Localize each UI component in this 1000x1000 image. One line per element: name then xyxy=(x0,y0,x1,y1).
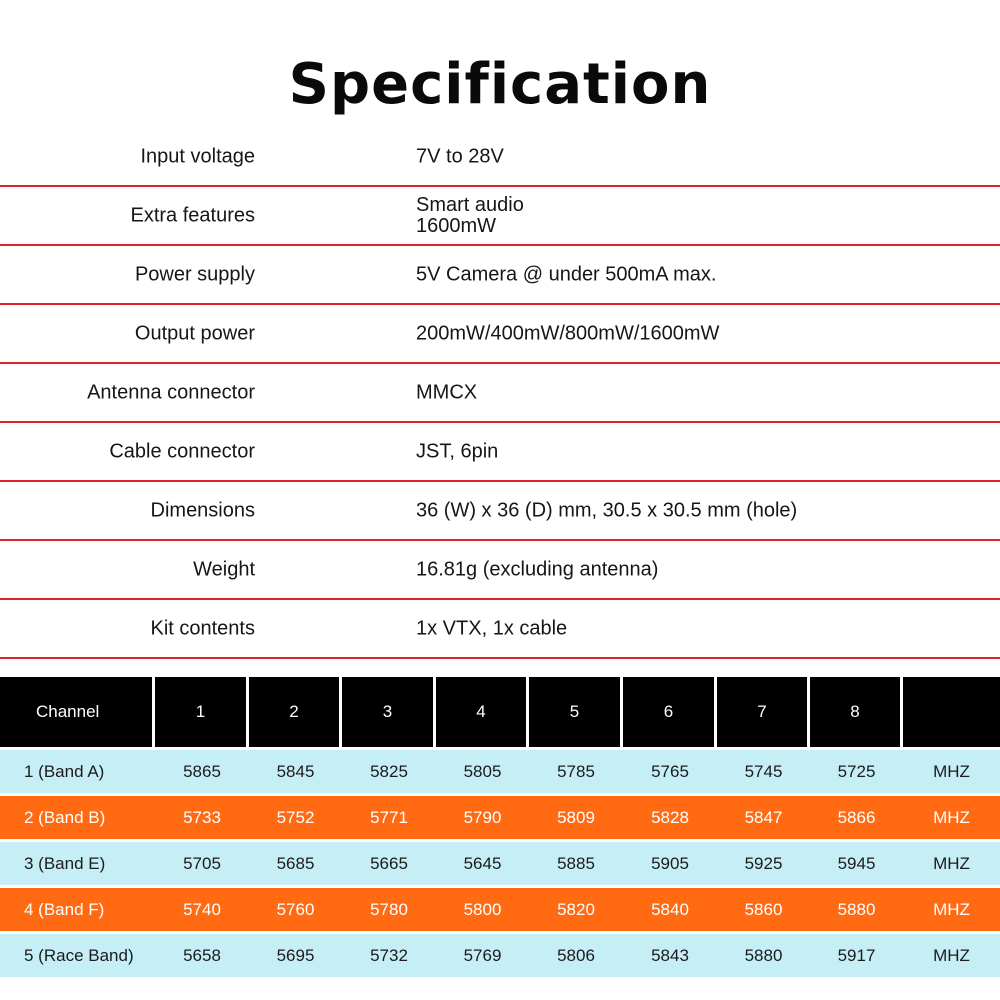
frequency-cell: 5780 xyxy=(342,885,436,931)
frequency-cell: 5740 xyxy=(155,885,249,931)
column-header: Channel xyxy=(0,677,155,747)
frequency-cell: 5925 xyxy=(717,839,810,885)
spec-label: Input voltage xyxy=(140,145,255,167)
band-label: 3 (Band E) xyxy=(0,839,155,885)
frequency-cell: 5760 xyxy=(249,885,342,931)
frequency-cell: 5828 xyxy=(623,793,717,839)
spec-row-extra-features xyxy=(0,187,1000,246)
spec-label: Kit contents xyxy=(150,617,255,639)
spec-value: 7V to 28V xyxy=(416,145,504,167)
page-title: Specification xyxy=(288,52,712,117)
frequency-cell: 5685 xyxy=(249,839,342,885)
frequency-cell: 5805 xyxy=(436,747,529,793)
frequency-cell: 5905 xyxy=(623,839,717,885)
band-label: 2 (Band B) xyxy=(0,793,155,839)
frequency-cell: 5825 xyxy=(342,747,436,793)
frequency-cell: 5705 xyxy=(155,839,249,885)
frequency-cell: 5840 xyxy=(623,885,717,931)
frequency-cell: 5790 xyxy=(436,793,529,839)
channel-frequency-table xyxy=(0,677,1000,977)
spec-value: 1x VTX, 1x cable xyxy=(416,617,568,639)
frequency-cell: 5769 xyxy=(436,931,529,977)
frequency-cell: 5785 xyxy=(529,747,623,793)
column-header: 5 xyxy=(529,677,623,747)
column-header: 3 xyxy=(342,677,436,747)
column-header xyxy=(903,677,1000,747)
spec-value: JST, 6pin xyxy=(416,440,499,462)
table-row xyxy=(0,793,1000,839)
frequency-cell: 5847 xyxy=(717,793,810,839)
spec-row-antenna-connector xyxy=(0,364,1000,423)
frequency-cell: 5880 xyxy=(810,885,903,931)
spec-value: 16.81g (excluding antenna) xyxy=(416,558,659,580)
spec-row-kit-contents xyxy=(0,600,1000,659)
column-header: 6 xyxy=(623,677,717,747)
spec-label: Extra features xyxy=(130,204,255,226)
spec-label: Output power xyxy=(134,322,255,344)
frequency-cell: 5866 xyxy=(810,793,903,839)
table-row xyxy=(0,931,1000,977)
spec-value: Smart audio 1600mW xyxy=(416,193,524,237)
spec-label: Dimensions xyxy=(150,499,255,521)
frequency-cell: 5732 xyxy=(342,931,436,977)
spec-label: Antenna connector xyxy=(87,381,255,403)
frequency-cell: 5860 xyxy=(717,885,810,931)
band-label: 4 (Band F) xyxy=(0,885,155,931)
frequency-cell: 5820 xyxy=(529,885,623,931)
spec-row-dimensions xyxy=(0,482,1000,541)
column-header: 2 xyxy=(249,677,342,747)
spec-label: Cable connector xyxy=(109,440,255,462)
column-header: 7 xyxy=(717,677,810,747)
column-header: 1 xyxy=(155,677,249,747)
table-header-row xyxy=(0,677,1000,747)
spec-value: 5V Camera @ under 500mA max. xyxy=(416,263,717,285)
frequency-cell: 5765 xyxy=(623,747,717,793)
table-row xyxy=(0,885,1000,931)
frequency-cell: 5885 xyxy=(529,839,623,885)
frequency-cell: 5880 xyxy=(717,931,810,977)
frequency-cell: 5809 xyxy=(529,793,623,839)
frequency-cell: 5865 xyxy=(155,747,249,793)
frequency-cell: 5845 xyxy=(249,747,342,793)
frequency-cell: 5745 xyxy=(717,747,810,793)
spec-label: Power supply xyxy=(134,263,255,285)
spec-value: MMCX xyxy=(416,381,478,403)
frequency-cell: 5733 xyxy=(155,793,249,839)
frequency-cell: 5752 xyxy=(249,793,342,839)
spec-value: 200mW/400mW/800mW/1600mW xyxy=(416,322,720,344)
column-header: 4 xyxy=(436,677,529,747)
table-row xyxy=(0,747,1000,793)
spec-row-weight xyxy=(0,541,1000,600)
frequency-cell: 5645 xyxy=(436,839,529,885)
frequency-cell: 5665 xyxy=(342,839,436,885)
frequency-cell: 5806 xyxy=(529,931,623,977)
frequency-cell: 5917 xyxy=(810,931,903,977)
unit-cell: MHZ xyxy=(903,747,1000,793)
table-row xyxy=(0,839,1000,885)
spec-label: Weight xyxy=(193,558,255,580)
spec-value: 36 (W) x 36 (D) mm, 30.5 x 30.5 mm (hole) xyxy=(416,499,798,521)
frequency-cell: 5695 xyxy=(249,931,342,977)
frequency-cell: 5725 xyxy=(810,747,903,793)
spec-list xyxy=(0,128,1000,659)
spec-row-power-supply xyxy=(0,246,1000,305)
unit-cell: MHZ xyxy=(903,839,1000,885)
frequency-cell: 5843 xyxy=(623,931,717,977)
unit-cell: MHZ xyxy=(903,793,1000,839)
band-label: 1 (Band A) xyxy=(0,747,155,793)
spec-row-output-power xyxy=(0,305,1000,364)
column-header: 8 xyxy=(810,677,903,747)
spec-row-input-voltage xyxy=(0,128,1000,187)
band-label: 5 (Race Band) xyxy=(0,931,155,977)
frequency-cell: 5658 xyxy=(155,931,249,977)
spec-row-cable-connector xyxy=(0,423,1000,482)
frequency-cell: 5945 xyxy=(810,839,903,885)
unit-cell: MHZ xyxy=(903,885,1000,931)
frequency-cell: 5771 xyxy=(342,793,436,839)
unit-cell: MHZ xyxy=(903,931,1000,977)
frequency-cell: 5800 xyxy=(436,885,529,931)
